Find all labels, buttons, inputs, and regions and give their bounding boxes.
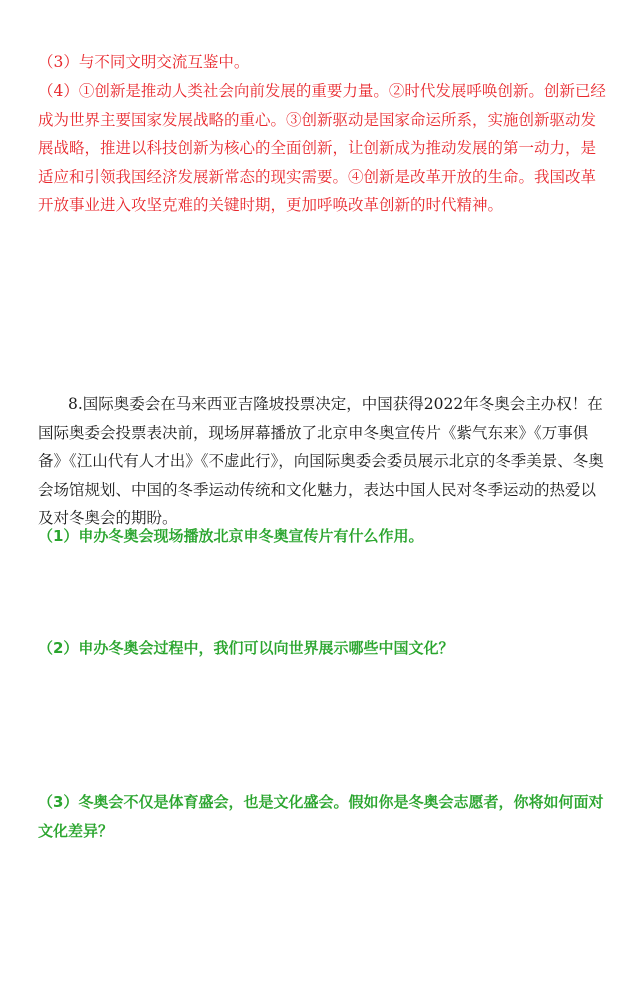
question-8-sub-3: （3）冬奥会不仅是体育盛会，也是文化盛会。假如你是冬奥会志愿者，你将如何面对文化差异？ [38,793,604,840]
question-8-sub-1: （1）申办冬奥会现场播放北京申冬奥宣传片有什么作用。 [38,527,424,545]
answer-item-4: （4）①创新是推动人类社会向前发展的重要力量。②时代发展呼唤创新。创新已经成为世界主要国家发展战略的重心。③创新驱动是国家命运所系，实施创新驱动发展战略，推进以科技创新为核心的全面创新，让创新成为推动发展的第一动力，是适应和引领我国经济发展新常态的现实需要。④创新是改革开放的生命。我国改革开放事业进入攻坚克难的关键时期，更加呼唤改革创新的时代精神。 [38,82,606,214]
question-8-stem: 8.国际奥委会在马来西亚吉隆坡投票决定，中国获得2022年冬奥会主办权！在国际奥委会投票表决前，现场屏幕播放了北京申冬奥宣传片《紫气东来》《万事俱备》《江山代有人才出》《不虚此行》，向国际奥委会委员展示北京的冬季美景、冬奥会场馆规划、中国的冬季运动传统和文化魅力，表达中国人民对冬季运动的热爱以及对冬奥会的期盼。 [38,395,604,527]
question-8-sub-2: （2）申办冬奥会过程中，我们可以向世界展示哪些中国文化？ [38,639,454,657]
answer-item-3: （3）与不同文明交流互鉴中。 [38,53,250,71]
